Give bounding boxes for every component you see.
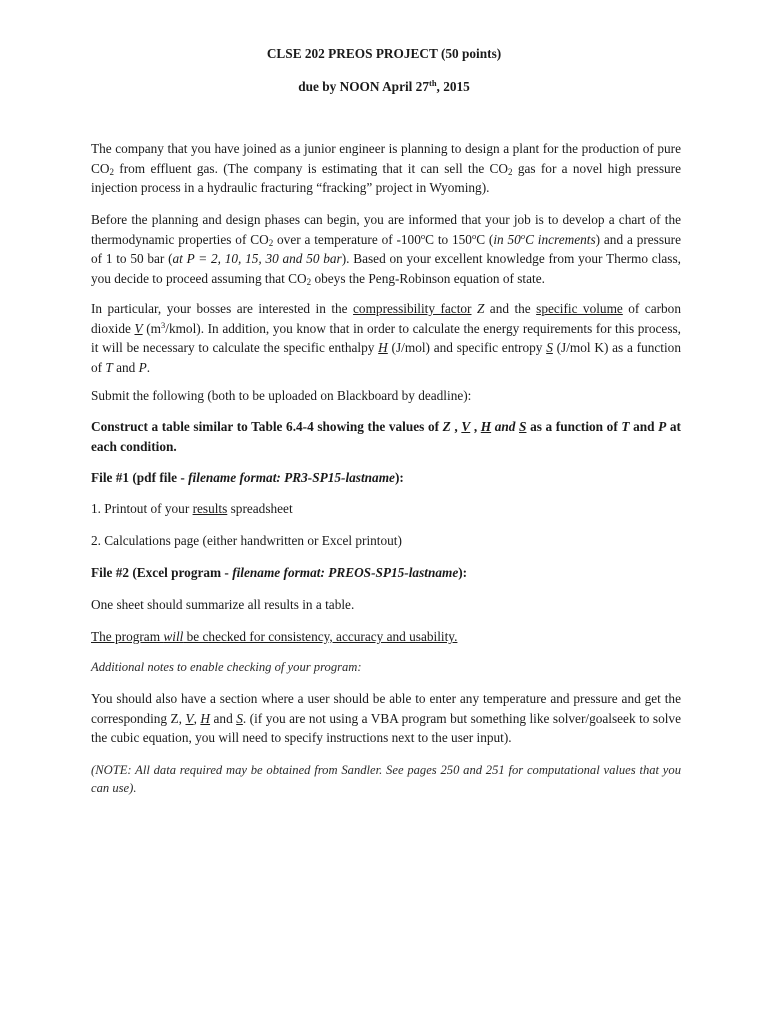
text: C to 150 xyxy=(425,231,472,247)
italic-text: at P = 2, 10, 15, 30 and 50 bar xyxy=(172,251,342,266)
additional-notes-heading: Additional notes to enable checking of your program: xyxy=(91,660,362,674)
text: You should also have a section where a user should be able to enter any temperature and pressure and get the corresponding Z, xyxy=(91,691,681,726)
symbol-s: S xyxy=(546,340,553,355)
text: ) and a pressure of 1 to 50 bar ( xyxy=(91,231,681,266)
symbol-h: H xyxy=(378,340,388,355)
text: (m xyxy=(142,320,161,336)
text: ). Based on your excellent knowledge from your Thermo class, you decide to proceed assuming that CO xyxy=(91,251,681,286)
text: at each condition. xyxy=(91,419,681,454)
text: /kmol). In addition, you know that in order to calculate the energy requirements for this process, it will be necessary to calculate the specific enthalpy xyxy=(91,320,681,355)
text: and xyxy=(210,710,237,726)
text: 1. Printout of your xyxy=(91,501,193,516)
symbol-h: H xyxy=(480,419,492,434)
text: File #1 (pdf file - xyxy=(91,470,189,485)
subscript: 2 xyxy=(268,237,274,248)
italic-text: and xyxy=(491,419,520,434)
symbol-z: Z xyxy=(442,419,451,434)
text: of carbon dioxide xyxy=(91,301,681,336)
text: from effluent gas. (The company is estimating that it can sell the CO xyxy=(113,160,509,176)
text: , xyxy=(470,419,481,434)
italic-text: in 50 xyxy=(493,231,521,247)
text: gas for a novel high pressure injection process in a hydraulic fracturing “fracking” project in Wyoming). xyxy=(91,160,681,195)
italic-text: T xyxy=(621,419,630,434)
italic-text: filename format: PR3-SP15-lastname xyxy=(188,470,395,485)
paragraph-user-input xyxy=(91,689,681,748)
text: In particular, your bosses are interested in the xyxy=(91,301,354,316)
text: and the xyxy=(484,301,537,316)
paragraph-construct-table xyxy=(91,417,681,456)
subscript: 2 xyxy=(306,276,312,287)
underlined-text: specific volume xyxy=(536,301,623,316)
text: Construct a table similar to Table 6.4-4 showing the values of xyxy=(91,419,443,434)
italic-text: C increments xyxy=(525,231,596,247)
paragraph-program-check xyxy=(91,627,681,647)
file-2-heading xyxy=(91,563,681,583)
note-sandler: (NOTE: All data required may be obtained from Sandler. See pages 250 and 251 for computational values that you can use). xyxy=(91,763,681,795)
text: C ( xyxy=(476,231,494,247)
symbol-v: V xyxy=(461,419,471,434)
superscript: 3 xyxy=(161,319,166,330)
italic-text: T xyxy=(105,359,113,375)
subscript: 2 xyxy=(508,166,513,177)
superscript: o xyxy=(520,230,526,241)
text: spreadsheet xyxy=(227,501,293,516)
paragraph-intro xyxy=(91,139,681,198)
paragraph-submit: Submit the following (both to be uploaded on Blackboard by deadline): xyxy=(91,388,472,403)
list-item xyxy=(91,499,681,519)
italic-text: will xyxy=(163,629,184,644)
text: The company that you have joined as a junior engineer is planning to design a plant for the production of pure CO xyxy=(91,141,681,176)
due-suffix: , 2015 xyxy=(436,79,470,94)
text: obeys the Peng-Robinson equation of state. xyxy=(311,270,545,286)
subscript: 2 xyxy=(109,166,114,177)
underlined-text: compressibility factor xyxy=(353,301,472,316)
italic-text: P xyxy=(658,419,667,434)
italic-text: P xyxy=(138,359,147,375)
superscript: o xyxy=(420,230,426,241)
text: and xyxy=(629,419,659,434)
due-sup: th xyxy=(428,78,437,88)
text: (J/mol K) as a function of xyxy=(91,340,681,375)
text: over a temperature of -100 xyxy=(273,231,421,247)
text: Before the planning and design phases can begin, you are informed that your job is to develop a chart of the thermodynamic properties of CO xyxy=(91,212,681,247)
due-date xyxy=(0,78,768,96)
italic-text: Z xyxy=(476,301,485,316)
text: The program xyxy=(91,629,164,644)
text: as a function of xyxy=(526,419,622,434)
due-prefix: due by NOON April 27 xyxy=(298,79,429,94)
italic-text: filename format: PREOS-SP15-lastname xyxy=(232,565,459,580)
text: , xyxy=(193,710,201,726)
text: , xyxy=(450,419,462,434)
paragraph-summary-sheet: One sheet should summarize all results in a table. xyxy=(91,597,355,612)
text: ): xyxy=(458,565,468,580)
list-item: 2. Calculations page (either handwritten or Excel printout) xyxy=(91,533,402,548)
text: be checked for consistency, accuracy and usability. xyxy=(183,629,458,644)
text: ): xyxy=(394,470,404,485)
symbol-s: S xyxy=(519,419,527,434)
underlined-text: results xyxy=(192,501,228,516)
symbol-v: V xyxy=(134,320,143,336)
text: File #2 (Excel program - xyxy=(91,565,233,580)
text: and xyxy=(112,359,139,375)
symbol-h: H xyxy=(200,710,211,726)
text: (J/mol) and specific entropy xyxy=(387,340,547,355)
text: . (if you are not using a VBA program but something like solver/goalseek to solve the cubic equation, you will need to specify instructions next to the user input). xyxy=(91,710,681,745)
paragraph-properties xyxy=(91,299,681,377)
paragraph-task xyxy=(91,210,681,288)
superscript: o xyxy=(471,230,477,241)
symbol-v: V xyxy=(185,710,194,726)
page-title: CLSE 202 PREOS PROJECT (50 points) xyxy=(266,46,502,61)
symbol-s: S xyxy=(236,710,243,726)
text: . xyxy=(146,359,151,375)
file-1-heading xyxy=(91,468,681,488)
